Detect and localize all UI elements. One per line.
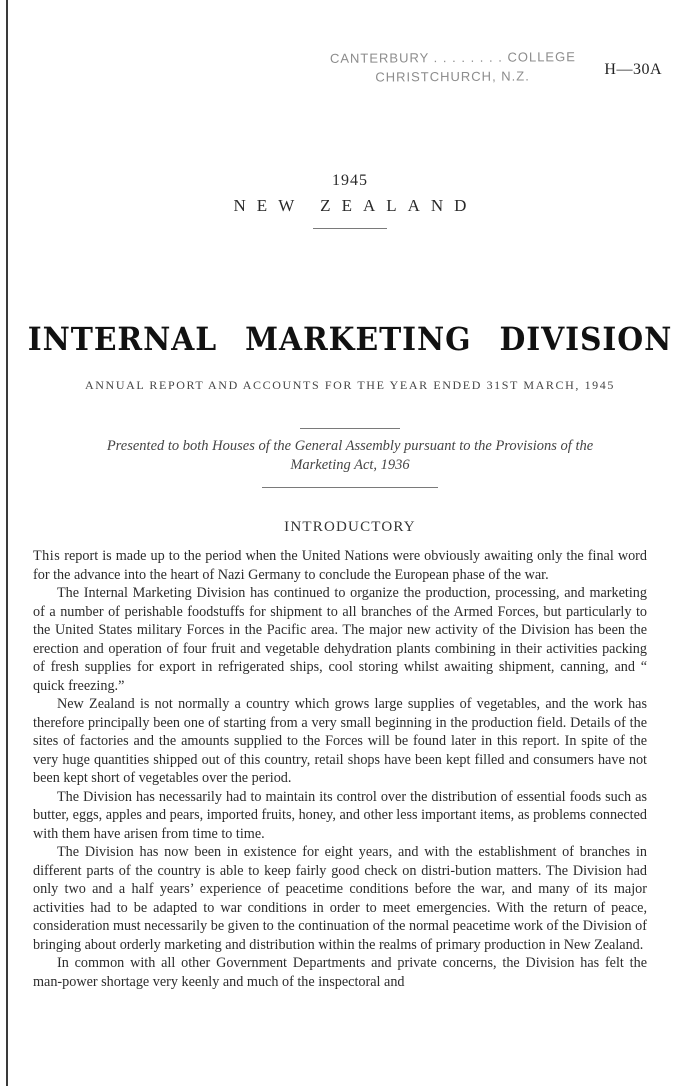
section-heading: INTRODUCTORY [284, 519, 416, 535]
presentation-line-1: Presented to both Houses of the General Assembly pursuant to the Provisions of the [106, 438, 594, 454]
divider-rule [313, 228, 387, 229]
stamp-line-2: CHRISTCHURCH, N.Z. [375, 68, 530, 85]
paragraph: The Division has now been in existence for eight years, and with the establishment of branches in different parts of the country is able to keep fairly good check on distri-bution matters. The Division had only two and a half years’ experience of peacetime conditions before the war, and many of its major activities had to be adapted to war conditions in order to meet emergencies. With the return of peace, consideration must necessarily be given to the continuation of the normal peacetime work of the Division of bringing about orderly marketing and distribution within the realms of primary production in New Zealand. [33, 844, 647, 953]
presentation-note [40, 437, 660, 475]
stamp-line-1: CANTERBURY . . . . . . . . COLLEGE [329, 49, 576, 66]
paragraph-lead-word: This [33, 548, 61, 564]
paragraph: The Internal Marketing Division has continued to organize the production, processing, and marketing of a number of perishable foodstuffs for shipment to all branches of the Armed Forces, but particularly to the United States military Forces in the Pacific area. The major new activity of the Division has been the erection and operation of four fruit and vegetable dehydration plants combining in their activities packing of fresh supplies for export in refrigerated ships, cool storing whilst awaiting shipment, canning, and “ quick freezing.” [33, 585, 647, 694]
division-title: INTERNAL MARKETING DIVISION [27, 320, 673, 358]
presentation-line-2: Marketing Act, 1936 [290, 457, 410, 473]
library-stamp [330, 47, 575, 87]
body-text [33, 547, 647, 991]
left-margin-rule [6, 0, 8, 1086]
paragraph: The Division has necessarily had to maintain its control over the distribution of essential foods such as butter, eggs, apples and pears, imported fruits, honey, and other less important items, as problems connected with them have arisen from time to time. [33, 788, 647, 842]
country-heading: NEW ZEALAND [233, 196, 478, 215]
paragraph: In common with all other Government Departments and private concerns, the Division has felt the man-power shortage very keenly and much of the inspectoral and [33, 955, 647, 990]
paragraph-text: report is made up to the period when the United Nations were obviously awaiting only the final word for the advance into the heart of Nazi Germany to conclude the European phase of the war. [33, 548, 647, 583]
divider-rule [300, 428, 400, 429]
paper-number: H—30A [604, 61, 662, 78]
paragraph [33, 547, 647, 584]
report-subtitle: ANNUAL REPORT AND ACCOUNTS FOR THE YEAR ENDED 31ST MARCH, 1945 [85, 378, 615, 392]
paragraph: New Zealand is not normally a country which grows large supplies of vegetables, and the work has therefore principally been one of starting from a very small beginning in the production field. Details of the sites of factories and the amounts supplied to the Forces will be found later in this report. In spite of the very huge quantities shipped out of this country, retail shops have been kept filled and consumers have not been kept short of vegetables over the period. [33, 696, 647, 786]
divider-rule [262, 487, 438, 488]
document-year: 1945 [332, 172, 368, 189]
